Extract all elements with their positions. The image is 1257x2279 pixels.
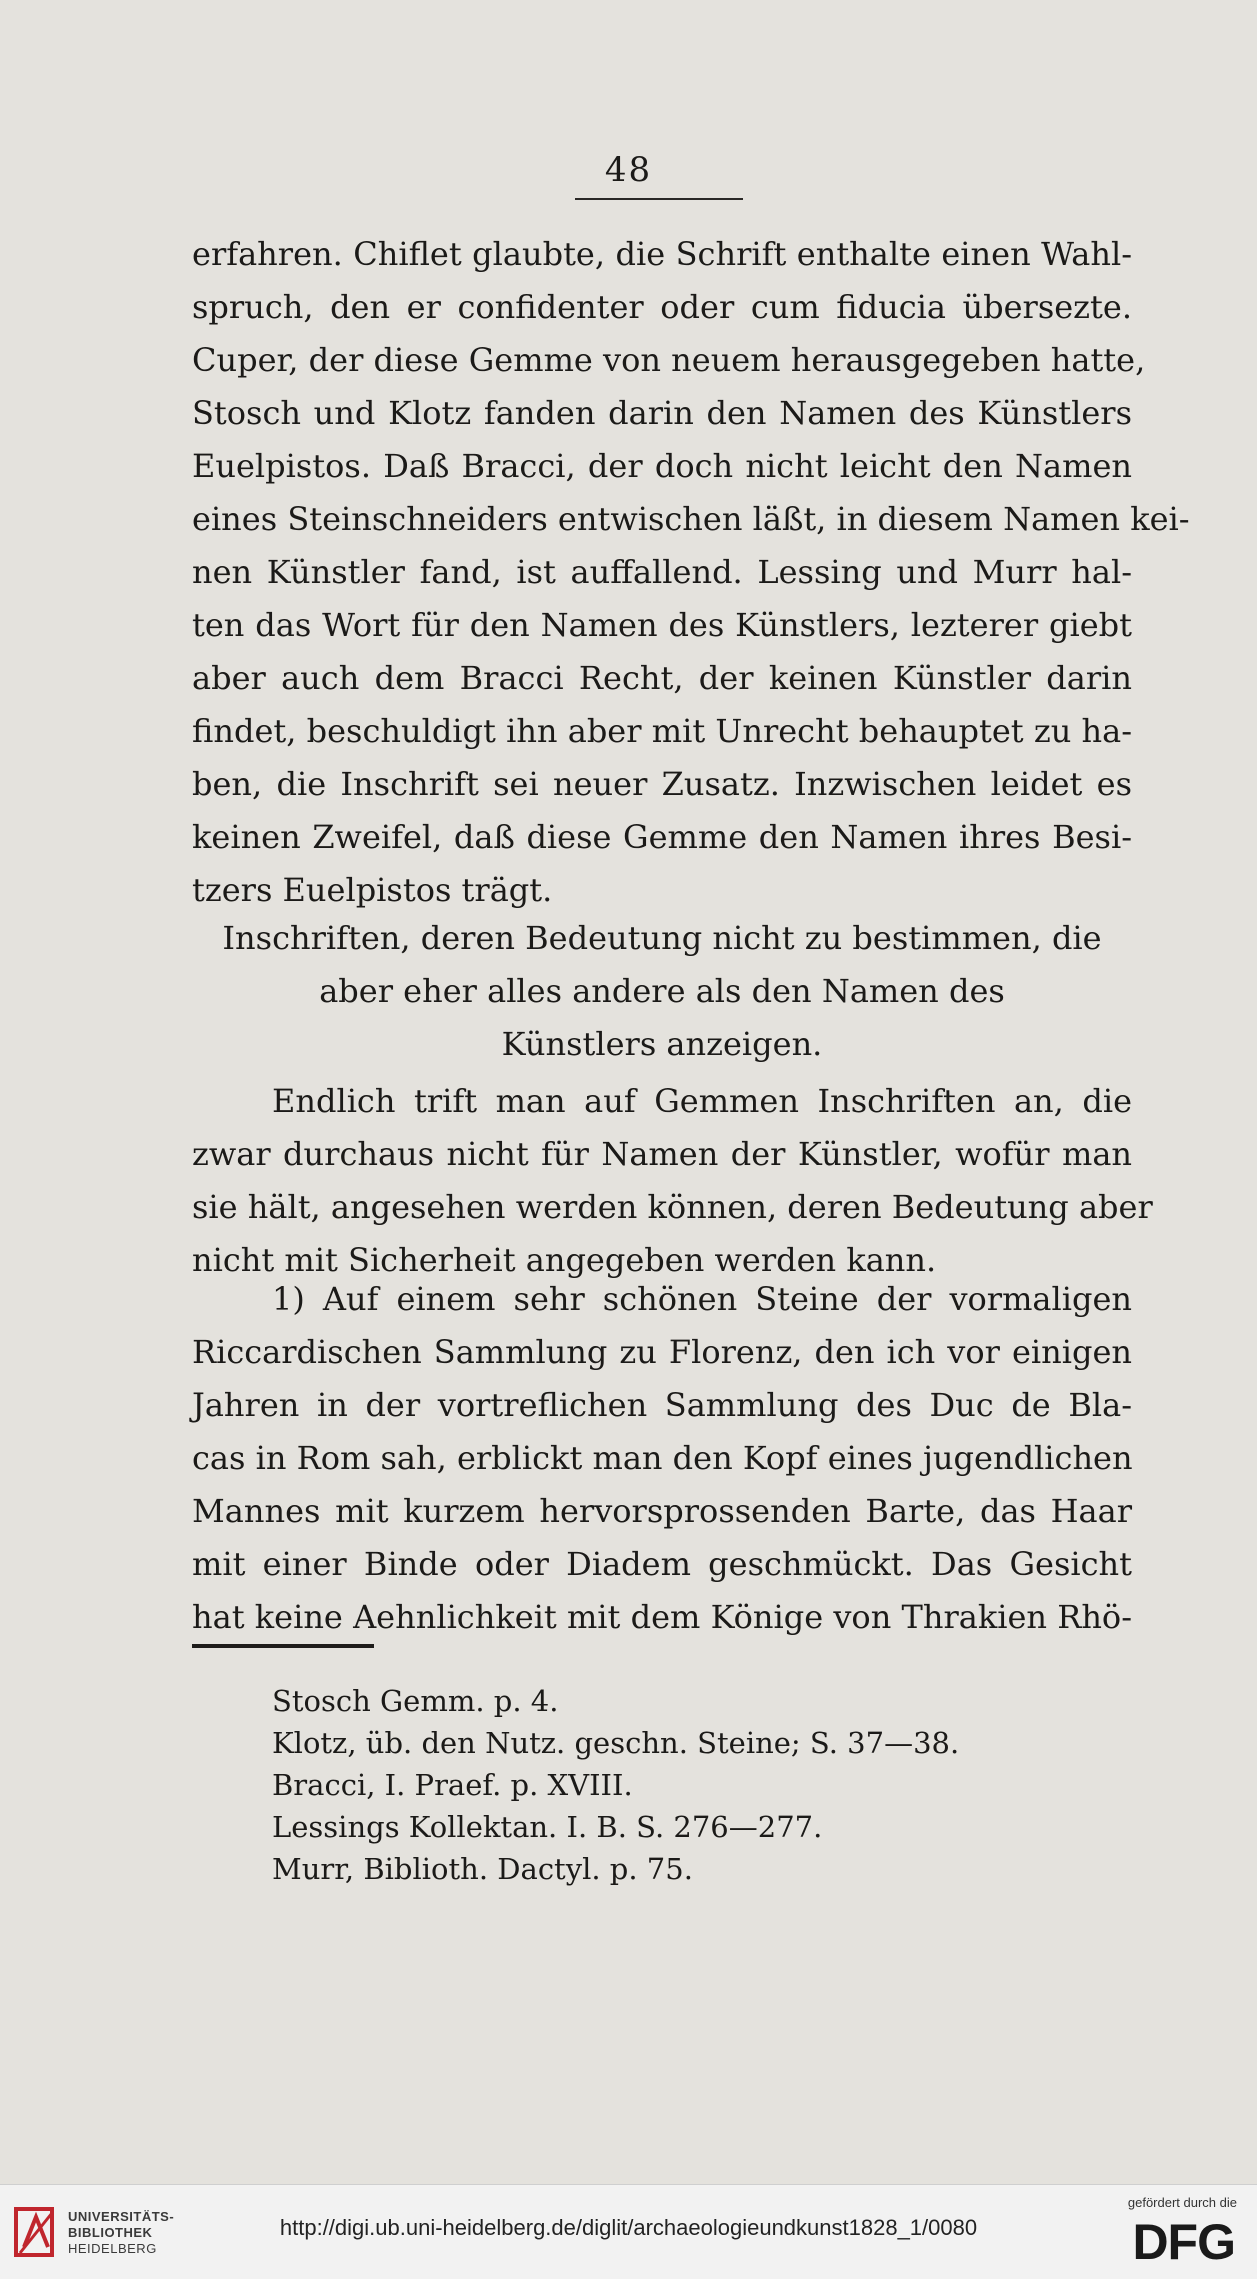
text-line: Euelpistos. Daß Bracci, der doch nicht leicht den Namen [192, 447, 1132, 485]
source-url-link[interactable]: http://digi.ub.uni-heidelberg.de/diglit/archaeologieundkunst1828_1/0080 [279, 2215, 978, 2240]
section-heading [192, 912, 1132, 1071]
text-line: Stosch und Klotz fanden darin den Namen des Künstlers [192, 394, 1132, 432]
footnote-rule [192, 1644, 374, 1648]
paragraph-2 [192, 1075, 1153, 1287]
text-line: zwar durchaus nicht für Namen der Künstler, wofür man [192, 1135, 1132, 1173]
library-name-line: HEIDELBERG [68, 2241, 157, 2256]
text-line: 1) Auf einem sehr schönen Steine der vormaligen [272, 1280, 1132, 1318]
text-line: hat keine Aehnlichkeit mit dem Könige von Thrakien Rhö- [192, 1598, 1132, 1636]
text-line: cas in Rom sah, erblickt man den Kopf eines jugendlichen [192, 1439, 1133, 1477]
library-name-line: BIBLIOTHEK [68, 2225, 153, 2240]
text-line: eines Steinschneiders entwischen läßt, in diesem Namen kei- [192, 500, 1190, 538]
text-line: aber auch dem Bracci Recht, der keinen Künstler darin [192, 659, 1132, 697]
footnote: Stosch Gemm. p. 4. [272, 1684, 559, 1718]
text-line: sie hält, angesehen werden können, deren Bedeutung aber [192, 1188, 1153, 1226]
heading-line: Künstlers anzeigen. [501, 1025, 823, 1063]
footer-bar [0, 2184, 1257, 2279]
text-line: ben, die Inschrift sei neuer Zusatz. Inzwischen leidet es [192, 765, 1132, 803]
footnote: Bracci, I. Praef. p. XVIII. [272, 1768, 633, 1802]
text-line: Cuper, der diese Gemme von neuem herausgegeben hatte, [192, 341, 1146, 379]
footnote: Lessings Kollektan. I. B. S. 276—277. [272, 1810, 823, 1844]
text-line: Riccardischen Sammlung zu Florenz, den ich vor einigen [192, 1333, 1132, 1371]
text-line: Mannes mit kurzem hervorsprossenden Barte, das Haar [192, 1492, 1132, 1530]
text-line: erfahren. Chiflet glaubte, die Schrift enthalte einen Wahl- [192, 235, 1132, 273]
text-line: findet, beschuldigt ihn aber mit Unrecht behauptet zu ha- [192, 712, 1132, 750]
heading-line: Inschriften, deren Bedeutung nicht zu bestimmen, die [222, 919, 1102, 957]
heading-line: aber eher alles andere als den Namen des [319, 972, 1005, 1010]
text-line: mit einer Binde oder Diadem geschmückt. Das Gesicht [192, 1545, 1132, 1583]
text-line: Endlich trift man auf Gemmen Inschriften an, die [272, 1082, 1132, 1120]
footnotes [272, 1680, 1132, 1890]
text-line: keinen Zweifel, daß diese Gemme den Namen ihres Besi- [192, 818, 1132, 856]
footnote: Murr, Biblioth. Dactyl. p. 75. [272, 1852, 693, 1886]
paragraph-1 [192, 228, 1190, 917]
header-rule [575, 198, 743, 200]
footnote: Klotz, üb. den Nutz. geschn. Steine; S. 37—38. [272, 1726, 960, 1760]
paragraph-3 [192, 1273, 1132, 1644]
text-line: nicht mit Sicherheit angegeben werden kann. [192, 1241, 937, 1279]
library-name-line: UNIVERSITÄTS- [68, 2209, 175, 2224]
text-line: ten das Wort für den Namen des Künstlers, lezterer giebt [192, 606, 1132, 644]
funded-by-label: gefördert durch die [1127, 2195, 1237, 2210]
text-line: spruch, den er confidenter oder cum fiducia übersezte. [192, 288, 1132, 326]
dfg-logo[interactable]: DFG [1132, 2214, 1235, 2270]
text-line: tzers Euelpistos trägt. [192, 871, 553, 909]
text-line: Jahren in der vortreflichen Sammlung des Duc de Bla- [192, 1386, 1132, 1424]
page-number: 48 [604, 150, 653, 190]
text-line: nen Künstler fand, ist auffallend. Lessing und Murr hal- [192, 553, 1132, 591]
